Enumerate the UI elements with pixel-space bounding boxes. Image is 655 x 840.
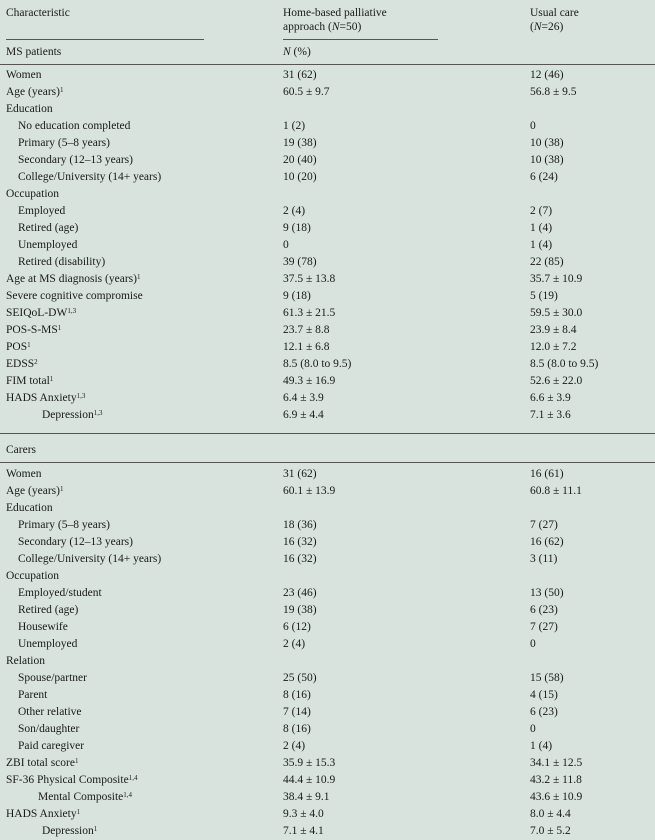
footnote-marker: 1,3: [67, 307, 77, 315]
cell-home-based: 23.7 ± 8.8: [283, 324, 330, 336]
row-label-text: Depression: [42, 409, 94, 421]
cell-home-based: 8 (16): [283, 689, 311, 701]
table-row: [0, 101, 655, 118]
row-label-text: Spouse/partner: [18, 672, 87, 684]
cell-usual-care: 52.6 ± 22.0: [530, 375, 583, 387]
row-label: [6, 322, 61, 339]
cell-home-based: 60.1 ± 13.9: [283, 485, 336, 497]
row-label-text: POS: [6, 341, 28, 353]
cell-usual-care: 6 (23): [530, 604, 558, 616]
row-label: [6, 135, 110, 152]
row-label: [6, 356, 38, 373]
row-label-text: POS-S-MS: [6, 324, 58, 336]
cell-home-based: 37.5 ± 13.8: [283, 273, 336, 285]
row-label-text: Women: [6, 69, 42, 81]
row-label: [6, 305, 76, 322]
cell-usual-care: 10 (38): [530, 137, 564, 149]
row-label: [6, 84, 63, 101]
cell-usual-care: 6.6 ± 3.9: [530, 392, 571, 404]
cell-home-based: 12.1 ± 6.8: [283, 341, 330, 353]
cell-home-based: 6.9 ± 4.4: [283, 409, 324, 421]
row-label-text: Depression: [42, 825, 94, 837]
cell-home-based: 23 (46): [283, 587, 317, 599]
row-label-text: Mental Composite: [38, 791, 124, 803]
row-label: [6, 220, 78, 237]
cell-home-based: 7 (14): [283, 706, 311, 718]
table-row: [0, 721, 655, 738]
cell-home-based: 2 (4): [283, 205, 306, 217]
footnote-marker: 1: [59, 86, 64, 94]
row-label: [6, 500, 53, 517]
table-row: [0, 500, 655, 517]
row-label: [6, 687, 47, 704]
row-label-text: Employed: [18, 205, 66, 217]
cell-home-based: 2 (4): [283, 740, 306, 752]
row-label: [6, 772, 137, 789]
row-label-text: Women: [6, 468, 42, 480]
cell-usual-care: 23.9 ± 8.4: [530, 324, 577, 336]
table-row: [0, 305, 655, 322]
footnote-marker: 1,4: [128, 774, 138, 782]
table-row: [0, 203, 655, 220]
header-rule-full: [0, 64, 655, 65]
header-n-percent: N (%): [283, 46, 311, 58]
row-label-text: Occupation: [6, 570, 60, 582]
row-label-text: Relation: [6, 655, 45, 667]
table-row: [0, 619, 655, 636]
table-row: [0, 390, 655, 407]
cell-usual-care: 8.5 (8.0 to 9.5): [530, 358, 599, 370]
row-label-text: Age at MS diagnosis (years): [6, 273, 137, 285]
row-label: [6, 755, 78, 772]
footnote-marker: 1: [59, 485, 64, 493]
cell-home-based: 39 (78): [283, 256, 317, 268]
table-row: [0, 517, 655, 534]
table-row: [0, 738, 655, 755]
cell-home-based: 16 (32): [283, 553, 317, 565]
cell-usual-care: 56.8 ± 9.5: [530, 86, 577, 98]
cell-usual-care: 1 (4): [530, 222, 553, 234]
table-row: [0, 186, 655, 203]
footnote-marker: 1: [27, 341, 31, 349]
row-label: [6, 203, 65, 220]
cell-usual-care: 4 (15): [530, 689, 558, 701]
cell-usual-care: 1 (4): [530, 239, 553, 251]
row-label-text: HADS Anxiety: [6, 392, 77, 404]
cell-home-based: 0: [283, 239, 289, 251]
cell-usual-care: 13 (50): [530, 587, 564, 599]
cell-home-based: 49.3 ± 16.9: [283, 375, 336, 387]
cell-usual-care: 16 (61): [530, 468, 564, 480]
row-label: [6, 602, 78, 619]
cell-home-based: 31 (62): [283, 468, 317, 480]
cell-usual-care: 3 (11): [530, 553, 558, 565]
cell-usual-care: 2 (7): [530, 205, 553, 217]
cell-usual-care: 7 (27): [530, 519, 558, 531]
table-row: [0, 585, 655, 602]
cell-home-based: 19 (38): [283, 604, 317, 616]
table-row: [0, 220, 655, 237]
table-row: [0, 322, 655, 339]
row-label: [6, 517, 110, 534]
table-row: [0, 602, 655, 619]
table-row: [0, 135, 655, 152]
row-label-text: SF-36 Physical Composite: [6, 774, 129, 786]
row-label-text: College/University (14+ years): [18, 553, 162, 565]
row-label: [6, 619, 68, 636]
footnote-marker: 1: [57, 324, 62, 332]
cell-usual-care: 5 (19): [530, 290, 558, 302]
row-label-text: Severe cognitive compromise: [6, 290, 143, 302]
table-row: [0, 356, 655, 373]
cell-usual-care: 43.2 ± 11.8: [530, 774, 582, 786]
row-label-text: Age (years): [6, 86, 60, 98]
cell-usual-care: 0: [530, 120, 536, 132]
footnote-marker: 1,3: [93, 409, 103, 417]
row-label: [6, 169, 161, 186]
footnote-marker: 1: [74, 757, 79, 765]
row-label: [6, 373, 53, 390]
row-label: [6, 466, 41, 483]
table-row: [0, 687, 655, 704]
row-label-text: HADS Anxiety: [6, 808, 77, 820]
row-label: [6, 237, 77, 254]
cell-home-based: 25 (50): [283, 672, 317, 684]
row-label: [6, 118, 130, 135]
row-label: [6, 704, 82, 721]
cell-home-based: 20 (40): [283, 154, 317, 166]
table-row: [0, 483, 655, 500]
row-label-text: Secondary (12–13 years): [18, 536, 133, 548]
cell-usual-care: 7.0 ± 5.2: [530, 825, 571, 837]
row-label: [6, 806, 80, 823]
row-label: [6, 152, 133, 169]
cell-home-based: 9 (18): [283, 290, 311, 302]
row-label-text: Education: [6, 103, 53, 115]
row-label-text: SEIQoL-DW: [6, 307, 68, 319]
cell-home-based: 19 (38): [283, 137, 317, 149]
cell-usual-care: 6 (23): [530, 706, 558, 718]
table-row: [0, 636, 655, 653]
footnote-marker: 1,3: [76, 392, 86, 400]
cell-usual-care: 35.7 ± 10.9: [530, 273, 583, 285]
cell-usual-care: 1 (4): [530, 740, 553, 752]
cell-home-based: 61.3 ± 21.5: [283, 307, 336, 319]
cell-usual-care: 12 (46): [530, 69, 564, 81]
table-row: [0, 534, 655, 551]
cell-usual-care: 7 (27): [530, 621, 558, 633]
cell-usual-care: 43.6 ± 10.9: [530, 791, 583, 803]
cell-usual-care: 59.5 ± 30.0: [530, 307, 583, 319]
row-label: [6, 339, 31, 356]
cell-usual-care: 6 (24): [530, 171, 558, 183]
row-label-text: Age (years): [6, 485, 60, 497]
row-label-text: Unemployed: [18, 239, 78, 251]
cell-home-based: 1 (2): [283, 120, 306, 132]
row-label-text: Unemployed: [18, 638, 78, 650]
row-label: [6, 636, 77, 653]
row-label: [6, 585, 102, 602]
cell-usual-care: 0: [530, 723, 536, 735]
row-label: [6, 670, 87, 687]
footnote-marker: 1: [76, 808, 81, 816]
cell-usual-care: 60.8 ± 11.1: [530, 485, 582, 497]
row-label: [6, 483, 63, 500]
table-row: [0, 254, 655, 271]
cell-home-based: 38.4 ± 9.1: [283, 791, 330, 803]
table-row: [0, 84, 655, 101]
cell-home-based: 8.5 (8.0 to 9.5): [283, 358, 352, 370]
row-label-text: Education: [6, 502, 53, 514]
cell-home-based: 7.1 ± 4.1: [283, 825, 324, 837]
row-label-text: Retired (age): [18, 604, 79, 616]
table-row: [0, 551, 655, 568]
table-row: [0, 823, 655, 840]
table-row: [0, 288, 655, 305]
row-label: [6, 67, 41, 84]
cell-usual-care: 12.0 ± 7.2: [530, 341, 577, 353]
table-row: [0, 152, 655, 169]
table-row: [0, 118, 655, 135]
section-ms-patients: MS patients: [6, 46, 62, 58]
section-carers: Carers: [6, 444, 37, 456]
row-label-text: Primary (5–8 years): [18, 519, 110, 531]
cell-usual-care: 0: [530, 638, 536, 650]
cell-home-based: 9.3 ± 4.0: [283, 808, 324, 820]
table-row: [0, 271, 655, 288]
table-row: [0, 169, 655, 186]
table-row: [0, 407, 655, 424]
row-label: [6, 738, 84, 755]
table-row: [0, 67, 655, 84]
row-label: [6, 186, 59, 203]
cell-home-based: 35.9 ± 15.3: [283, 757, 336, 769]
row-label-text: Primary (5–8 years): [18, 137, 110, 149]
cell-home-based: 2 (4): [283, 638, 306, 650]
row-label-text: EDSS: [6, 358, 35, 370]
table-row: [0, 237, 655, 254]
row-label: [6, 390, 85, 407]
row-label-text: College/University (14+ years): [18, 171, 162, 183]
header-usual-care-line2: (N=26): [530, 21, 564, 33]
cell-usual-care: 10 (38): [530, 154, 564, 166]
row-label-text: No education completed: [18, 120, 131, 132]
carers-rule: [0, 462, 655, 463]
table-row: [0, 670, 655, 687]
table-row: [0, 772, 655, 789]
header-rule-mid: [283, 39, 438, 40]
cell-home-based: 16 (32): [283, 536, 317, 548]
row-label-text: Other relative: [18, 706, 82, 718]
cell-home-based: 10 (20): [283, 171, 317, 183]
table-row: [0, 373, 655, 390]
cell-usual-care: 22 (85): [530, 256, 564, 268]
cell-home-based: 18 (36): [283, 519, 317, 531]
footnote-marker: 1: [49, 375, 54, 383]
cell-home-based: 6 (12): [283, 621, 311, 633]
row-label-text: Parent: [18, 689, 48, 701]
cell-usual-care: 8.0 ± 4.4: [530, 808, 571, 820]
header-usual-care-line1: Usual care: [530, 7, 579, 19]
header-home-based-line2: approach (N=50): [283, 21, 362, 33]
row-label-text: Secondary (12–13 years): [18, 154, 133, 166]
row-label-text: Occupation: [6, 188, 60, 200]
footnote-marker: 1: [136, 273, 141, 281]
cell-usual-care: 16 (62): [530, 536, 564, 548]
cell-usual-care: 34.1 ± 12.5: [530, 757, 583, 769]
row-label: [6, 653, 45, 670]
table-row: [0, 755, 655, 772]
header-home-based-line1: Home-based palliative: [283, 7, 387, 19]
row-label: [6, 721, 79, 738]
row-label: [6, 407, 103, 424]
footnote-marker: 1,4: [123, 791, 133, 799]
header-characteristic: Characteristic: [6, 7, 70, 19]
cell-usual-care: 7.1 ± 3.6: [530, 409, 571, 421]
row-label: [6, 551, 161, 568]
row-label-text: Housewife: [18, 621, 68, 633]
cell-home-based: 44.4 ± 10.9: [283, 774, 336, 786]
cell-home-based: 6.4 ± 3.9: [283, 392, 324, 404]
table-row: [0, 466, 655, 483]
table-row: [0, 806, 655, 823]
table-row: [0, 704, 655, 721]
row-label: [6, 271, 140, 288]
cell-home-based: 60.5 ± 9.7: [283, 86, 330, 98]
row-label-text: Retired (disability): [18, 256, 106, 268]
row-label-text: Paid caregiver: [18, 740, 85, 752]
row-label: [6, 568, 59, 585]
footnote-marker: 1: [93, 825, 98, 833]
row-label: [6, 288, 143, 305]
row-label-text: Retired (age): [18, 222, 79, 234]
section-rule: [0, 433, 655, 434]
row-label: [6, 534, 133, 551]
row-label-text: Employed/student: [18, 587, 102, 599]
table-row: [0, 653, 655, 670]
row-label: [6, 789, 132, 806]
row-label-text: ZBI total score: [6, 757, 75, 769]
table-row: [0, 339, 655, 356]
table-row: [0, 789, 655, 806]
cell-home-based: 31 (62): [283, 69, 317, 81]
row-label: [6, 823, 97, 840]
cell-home-based: 9 (18): [283, 222, 311, 234]
cell-usual-care: 15 (58): [530, 672, 564, 684]
footnote-marker: 2: [34, 358, 38, 366]
row-label: [6, 101, 53, 118]
cell-home-based: 8 (16): [283, 723, 311, 735]
row-label-text: FIM total: [6, 375, 50, 387]
row-label-text: Son/daughter: [18, 723, 80, 735]
table-row: [0, 568, 655, 585]
row-label: [6, 254, 105, 271]
header-rule-left: [6, 39, 204, 40]
